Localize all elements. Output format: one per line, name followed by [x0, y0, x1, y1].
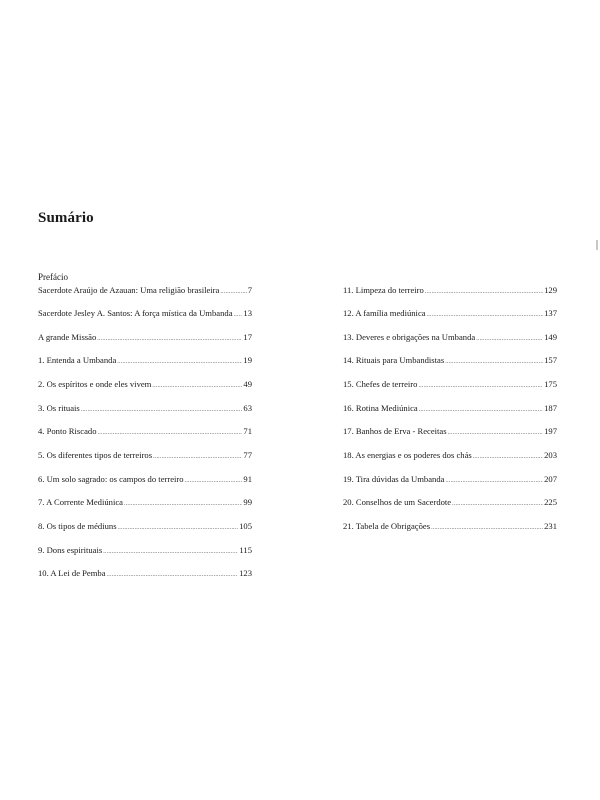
toc-entry-page: 137 [544, 308, 557, 318]
toc-entry-page: 99 [243, 497, 252, 507]
toc-leader-dots [425, 286, 543, 298]
toc-entry-page: 129 [544, 285, 557, 295]
toc-leader-dots [234, 309, 243, 321]
toc-entry-page: 17 [243, 332, 252, 342]
toc-entry-page: 123 [239, 568, 252, 578]
toc-entry-label: 4. Ponto Riscado [38, 426, 97, 436]
toc-entry-label: 3. Os rituais [38, 403, 80, 413]
toc-entry-page: 63 [243, 403, 252, 413]
toc-entry-label: 14. Rituais para Umbandistas [343, 355, 445, 365]
toc-leader-dots [445, 475, 543, 487]
toc-entry-page: 197 [544, 426, 557, 436]
toc-entry[interactable] [38, 496, 252, 508]
toc-leader-dots [473, 451, 543, 463]
toc-leader-dots [427, 309, 544, 321]
toc-entry-label: 9. Dons espirituais [38, 545, 103, 555]
toc-entry-label: 2. Os espíritos e onde eles vivem [38, 379, 152, 389]
toc-leader-dots [448, 427, 544, 439]
toc-entry[interactable] [38, 425, 252, 437]
toc-leader-dots [431, 522, 543, 534]
toc-leader-dots [117, 356, 242, 368]
toc-leader-dots [419, 404, 543, 416]
toc-entry[interactable] [38, 449, 252, 461]
toc-entry-label: A grande Missão [38, 332, 97, 342]
toc-entry-label: 15. Chefes de terreiro [343, 379, 418, 389]
toc-leader-dots [118, 522, 239, 534]
toc-entry[interactable] [38, 354, 252, 366]
toc-entry-page: 19 [243, 355, 252, 365]
toc-leader-dots [476, 333, 543, 345]
toc-leader-dots [445, 356, 543, 368]
toc-entry-label: 1. Entenda a Umbanda [38, 355, 117, 365]
toc-entry-page: 91 [243, 474, 252, 484]
toc-entry-page: 115 [239, 545, 252, 555]
toc-entry[interactable] [343, 449, 557, 461]
toc-leader-dots [124, 498, 242, 510]
toc-entry[interactable] [38, 544, 252, 556]
toc-entry-label: 12. A família mediúnica [343, 308, 426, 318]
toc-entry-page: 13 [243, 308, 252, 318]
toc-entry-page: 203 [544, 450, 557, 460]
toc-leader-dots [153, 451, 242, 463]
toc-entry[interactable] [38, 402, 252, 414]
toc-entry-label: 6. Um solo sagrado: os campos do terreiro [38, 474, 184, 484]
toc-entry-page: 105 [239, 521, 252, 531]
toc-leader-dots [97, 333, 242, 345]
toc-entry[interactable] [38, 378, 252, 390]
toc-leader-dots [81, 404, 243, 416]
toc-entry-label: 21. Tabela de Obrigações [343, 521, 431, 531]
toc-entry-label: 8. Os tipos de médiuns [38, 521, 117, 531]
toc-entry-label: 13. Deveres e obrigações na Umbanda [343, 332, 476, 342]
toc-entry[interactable] [343, 378, 557, 390]
toc-entry-label: 11. Limpeza do terreiro [343, 285, 424, 295]
toc-entry[interactable] [343, 354, 557, 366]
toc-entry[interactable] [343, 425, 557, 437]
toc-entry[interactable] [38, 473, 252, 485]
toc-entry-label: 20. Conselhos de um Sacerdote [343, 497, 452, 507]
page-title: Sumário [38, 210, 94, 226]
toc-entry[interactable] [343, 473, 557, 485]
toc-leader-dots [185, 475, 243, 487]
toc-entry-page: 187 [544, 403, 557, 413]
toc-leader-dots [220, 286, 246, 298]
preface-label: Prefácio [38, 272, 68, 282]
toc-entry[interactable] [343, 331, 557, 343]
toc-entry[interactable] [38, 307, 252, 319]
toc-entry-label: Sacerdote Araújo de Azauan: Uma religião brasileira [38, 285, 220, 295]
toc-entry[interactable] [343, 496, 557, 508]
toc-entry[interactable] [38, 331, 252, 343]
toc-entry-page: 157 [544, 355, 557, 365]
toc-entry-page: 149 [544, 332, 557, 342]
toc-entry-page: 49 [243, 379, 252, 389]
toc-entry-page: 7 [247, 285, 252, 295]
toc-entry-page: 225 [544, 497, 557, 507]
toc-leader-dots [452, 498, 543, 510]
toc-entry-page: 77 [243, 450, 252, 460]
page-edge-mark [596, 240, 598, 250]
toc-entry[interactable] [38, 567, 252, 579]
toc-entry-label: Sacerdote Jesley A. Santos: A força mística da Umbanda [38, 308, 233, 318]
toc-entry-label: 18. As energias e os poderes dos chás [343, 450, 472, 460]
toc-entry-label: 7. A Corrente Mediúnica [38, 497, 123, 507]
toc-entry[interactable] [38, 284, 252, 296]
toc-entry-label: 10. A Lei de Pemba [38, 568, 106, 578]
toc-entry[interactable] [343, 402, 557, 414]
toc-entry[interactable] [343, 307, 557, 319]
toc-entry[interactable] [343, 520, 557, 532]
toc-leader-dots [98, 427, 243, 439]
toc-entry-label: 16. Rotina Mediúnica [343, 403, 418, 413]
toc-entry-label: 17. Banhos de Erva - Receitas [343, 426, 447, 436]
toc-entry-label: 19. Tira dúvidas da Umbanda [343, 474, 445, 484]
toc-leader-dots [418, 380, 543, 392]
toc-entry-label: 5. Os diferentes tipos de terreiros [38, 450, 153, 460]
toc-leader-dots [152, 380, 242, 392]
toc-leader-dots [103, 546, 238, 558]
toc-entry-page: 207 [544, 474, 557, 484]
toc-entry[interactable] [343, 284, 557, 296]
toc-leader-dots [107, 569, 239, 581]
toc-entry[interactable] [38, 520, 252, 532]
toc-entry-page: 175 [544, 379, 557, 389]
toc-entry-page: 71 [243, 426, 252, 436]
toc-entry-page: 231 [544, 521, 557, 531]
